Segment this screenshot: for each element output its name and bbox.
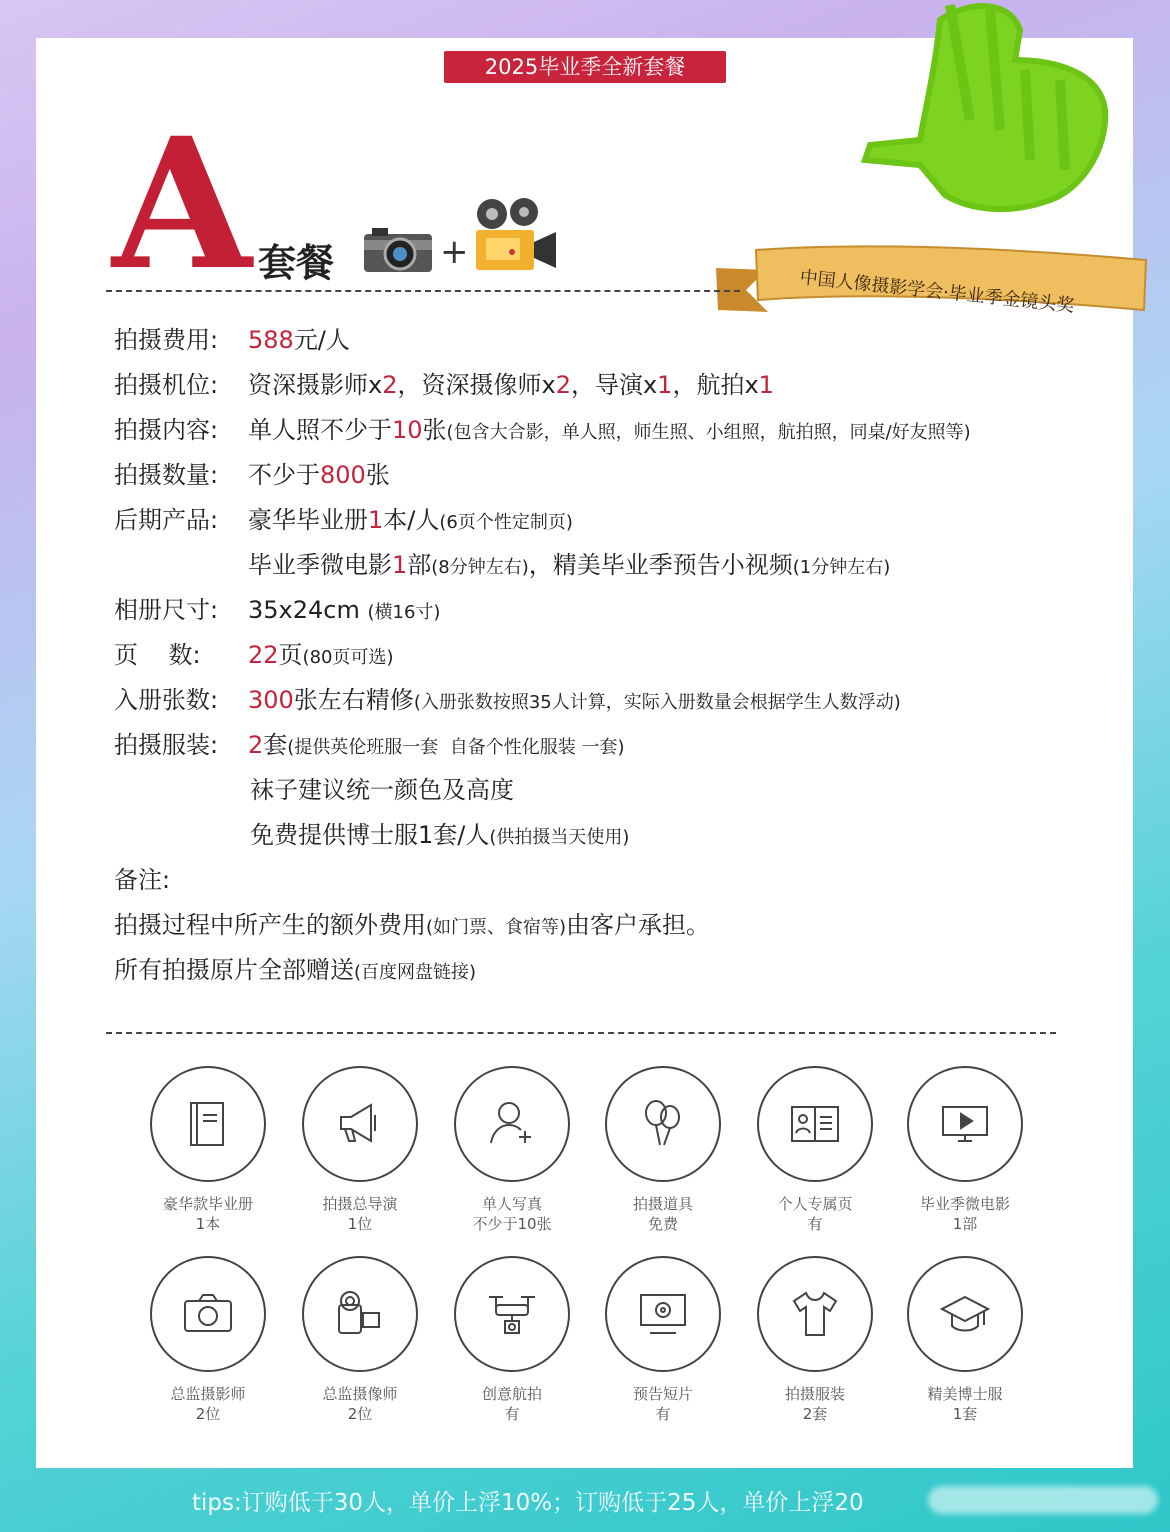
camcorder-icon: [335, 1289, 385, 1339]
tips-text: tips:订购低于30人，单价上浮10%；订购低于25人，单价上浮20: [192, 1490, 864, 1516]
camera-illustration-icon: [362, 226, 434, 274]
row-positions: 拍摄机位: 资深摄影师x2，资深摄像师x2，导演x1，航拍x1: [114, 371, 774, 399]
megaphone-icon: [335, 1099, 385, 1149]
remark-line-1: 拍摄过程中所产生的额外费用(如门票、食宿等)由客户承担。: [114, 911, 711, 939]
row-size: 相册尺寸: 35x24cm (横16寸): [114, 596, 441, 624]
scribble-redaction: [850, 0, 1130, 230]
feature-album: 豪华款毕业册 1本: [133, 1066, 283, 1234]
row-products-2: 毕业季微电影1部(8分钟左右)，精美毕业季预告小视频(1分钟左右): [248, 551, 891, 579]
add-person-icon: [487, 1099, 537, 1149]
row-content: 拍摄内容: 单人照不少于10张(包含大合影，单人照，师生照、小组照，航拍照，同桌/好友照等): [114, 416, 971, 444]
remark-heading: 备注:: [114, 866, 171, 894]
feature-personal-page: 个人专属页 有: [740, 1066, 890, 1234]
feature-doctor-gown: 精美博士服 1套: [890, 1256, 1040, 1424]
watermark-blur: [928, 1486, 1158, 1514]
package-label: 套餐: [258, 240, 335, 285]
book-icon: [183, 1099, 233, 1149]
row-pages: 页 数: 22页(80页可选): [114, 641, 394, 669]
row-fee: 拍摄费用: 588元/人: [114, 326, 350, 354]
plus-sign: +: [440, 232, 469, 272]
divider-bottom: [106, 1032, 1056, 1034]
award-text: 中国人像摄影学会·毕业季金镜头奖: [798, 267, 1076, 317]
graduation-cap-icon: [940, 1289, 990, 1339]
film-camera-illustration-icon: [472, 196, 558, 276]
tshirt-icon: [790, 1289, 840, 1339]
feature-portrait: 单人写真 不少于10张: [437, 1066, 587, 1234]
feature-props: 拍摄道具 免费: [588, 1066, 738, 1234]
row-costume: 拍摄服装: 2套(提供英伦班服一套 自备个性化服装 一套): [114, 731, 625, 759]
album-icon: [790, 1099, 840, 1149]
feature-videographer: 总监摄像师 2位: [285, 1256, 435, 1424]
remark-line-2: 所有拍摄原片全部赠送(百度网盘链接): [114, 956, 477, 984]
package-letter: A: [112, 99, 252, 310]
row-photos: 入册张数: 300张左右精修(入册张数按照35人计算，实际入册数量会根据学生人数浮动): [114, 686, 901, 714]
row-quantity: 拍摄数量: 不少于800张: [114, 461, 390, 489]
feature-director: 拍摄总导演 1位: [285, 1066, 435, 1234]
feature-trailer: 预告短片 有: [588, 1256, 738, 1424]
season-badge: 2025毕业季全新套餐: [444, 51, 726, 83]
feature-aerial: 创意航拍 有: [437, 1256, 587, 1424]
divider-top: [106, 290, 740, 292]
film-screen-icon: [638, 1289, 688, 1339]
drone-icon: [487, 1289, 537, 1339]
row-costume-3: 免费提供博士服1套/人(供拍摄当天使用): [250, 821, 630, 849]
row-products: 后期产品: 豪华毕业册1本/人(6页个性定制页): [114, 506, 573, 534]
balloons-icon: [638, 1099, 688, 1149]
feature-costume: 拍摄服装 2套: [740, 1256, 890, 1424]
video-screen-icon: [940, 1099, 990, 1149]
camera-icon: [183, 1289, 233, 1339]
feature-photographer: 总监摄影师 2位: [133, 1256, 283, 1424]
feature-micro-film: 毕业季微电影 1部: [890, 1066, 1040, 1234]
row-costume-2: 袜子建议统一颜色及高度: [250, 776, 514, 804]
